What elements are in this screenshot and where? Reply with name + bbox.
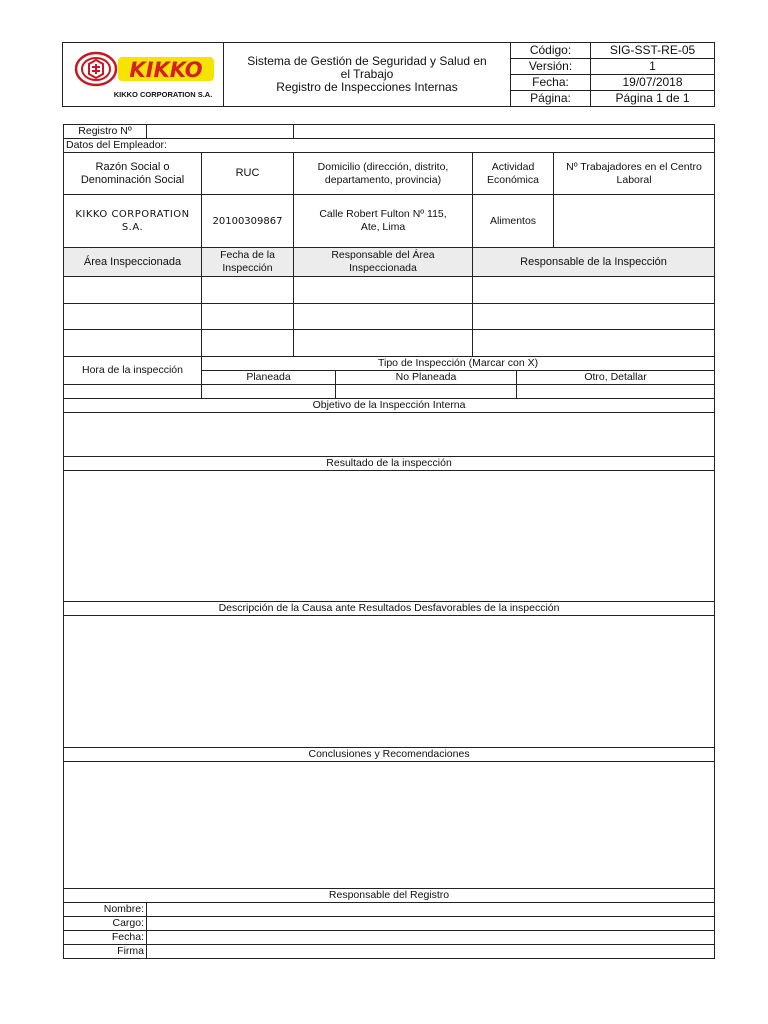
cell-responsable-inspeccion[interactable] bbox=[473, 330, 715, 357]
header-responsable-area: Responsable del Área Inspeccionada bbox=[294, 248, 473, 277]
descripcion-textarea[interactable] bbox=[64, 616, 715, 748]
section-conclusiones: Conclusiones y Recomendaciones bbox=[64, 748, 715, 762]
header-trabajadores: Nº Trabajadores en el Centro Laboral bbox=[554, 153, 715, 195]
header-actividad: Actividad Económica bbox=[473, 153, 554, 195]
kikko-logo-icon bbox=[68, 47, 218, 103]
hora-input[interactable] bbox=[64, 385, 202, 399]
registro-blank bbox=[294, 125, 715, 139]
inspection-row bbox=[64, 277, 715, 304]
cell-fecha[interactable] bbox=[202, 304, 294, 330]
registro-label: Registro Nº bbox=[64, 125, 147, 139]
tipo-label: Tipo de Inspección (Marcar con X) bbox=[202, 357, 715, 371]
meta-value-fecha: 19/07/2018 bbox=[591, 75, 715, 91]
fecha-label: Fecha: bbox=[64, 931, 147, 945]
header-ruc: RUC bbox=[202, 153, 294, 195]
logo-caption: KIKKO CORPORATION S.A. bbox=[113, 89, 213, 99]
inspection-row bbox=[64, 330, 715, 357]
meta-label-fecha: Fecha: bbox=[511, 75, 591, 91]
hora-label: Hora de la inspección bbox=[64, 357, 202, 385]
fecha-input[interactable] bbox=[147, 931, 715, 945]
cell-responsable-area[interactable] bbox=[294, 330, 473, 357]
conclusiones-textarea[interactable] bbox=[64, 762, 715, 889]
resultado-textarea[interactable] bbox=[64, 471, 715, 602]
cargo-input[interactable] bbox=[147, 917, 715, 931]
value-trabajadores[interactable] bbox=[554, 195, 715, 248]
company-logo-cell bbox=[63, 43, 224, 107]
header-fecha-inspeccion: Fecha de la Inspección bbox=[202, 248, 294, 277]
nombre-input[interactable] bbox=[147, 903, 715, 917]
cargo-label: Cargo: bbox=[64, 917, 147, 931]
logo-wordmark: KIKKO bbox=[129, 57, 203, 82]
cell-responsable-inspeccion[interactable] bbox=[473, 277, 715, 304]
inspection-row bbox=[64, 304, 715, 330]
meta-label-pagina: Página: bbox=[511, 91, 591, 107]
tipo-no-planeada-label: No Planeada bbox=[336, 371, 517, 385]
document-header bbox=[62, 42, 715, 107]
cell-fecha[interactable] bbox=[202, 330, 294, 357]
meta-value-pagina: Página 1 de 1 bbox=[591, 91, 715, 107]
company-logo bbox=[65, 47, 221, 103]
tipo-no-planeada-mark[interactable] bbox=[336, 385, 517, 399]
cell-responsable-area[interactable] bbox=[294, 277, 473, 304]
tipo-otro-detail[interactable] bbox=[517, 385, 715, 399]
section-responsable-registro: Responsable del Registro bbox=[64, 889, 715, 903]
doc-title: Registro de Inspecciones Internas bbox=[276, 80, 458, 94]
firma-input[interactable] bbox=[147, 945, 715, 959]
objetivo-textarea[interactable] bbox=[64, 413, 715, 457]
doc-title-cell bbox=[224, 43, 511, 107]
meta-value-version: 1 bbox=[591, 59, 715, 75]
header-domicilio: Domicilio (dirección, distrito, departamento, provincia) bbox=[294, 153, 473, 195]
cell-responsable-area[interactable] bbox=[294, 304, 473, 330]
section-objetivo: Objetivo de la Inspección Interna bbox=[64, 399, 715, 413]
inspection-form bbox=[63, 124, 715, 959]
cell-responsable-inspeccion[interactable] bbox=[473, 304, 715, 330]
header-area: Área Inspeccionada bbox=[64, 248, 202, 277]
cell-fecha[interactable] bbox=[202, 277, 294, 304]
meta-label-version: Versión: bbox=[511, 59, 591, 75]
header-razon-social: Razón Social o Denominación Social bbox=[64, 153, 202, 195]
cell-area[interactable] bbox=[64, 277, 202, 304]
section-resultado: Resultado de la inspección bbox=[64, 457, 715, 471]
meta-value-codigo: SIG-SST-RE-05 bbox=[591, 43, 715, 59]
registro-input[interactable] bbox=[147, 125, 294, 139]
value-ruc[interactable]: 20100309867 bbox=[202, 195, 294, 248]
meta-label-codigo: Código: bbox=[511, 43, 591, 59]
cell-area[interactable] bbox=[64, 304, 202, 330]
firma-label: Firma bbox=[64, 945, 147, 959]
cell-area[interactable] bbox=[64, 330, 202, 357]
tipo-planeada-mark[interactable] bbox=[202, 385, 336, 399]
value-actividad[interactable]: Alimentos bbox=[473, 195, 554, 248]
value-razon-social[interactable]: KIKKO CORPORATION S.A. bbox=[64, 195, 202, 248]
section-descripcion: Descripción de la Causa ante Resultados Desfavorables de la inspección bbox=[64, 602, 715, 616]
nombre-label: Nombre: bbox=[64, 903, 147, 917]
value-domicilio[interactable]: Calle Robert Fulton Nº 115, Ate, Lima bbox=[294, 195, 473, 248]
system-title: Sistema de Gestión de Seguridad y Salud en el Trabajo bbox=[247, 54, 487, 81]
tipo-planeada-label: Planeada bbox=[202, 371, 336, 385]
tipo-otro-label: Otro, Detallar bbox=[517, 371, 715, 385]
header-responsable-inspeccion: Responsable de la Inspección bbox=[473, 248, 715, 277]
employer-section-label: Datos del Empleador: bbox=[64, 139, 715, 153]
